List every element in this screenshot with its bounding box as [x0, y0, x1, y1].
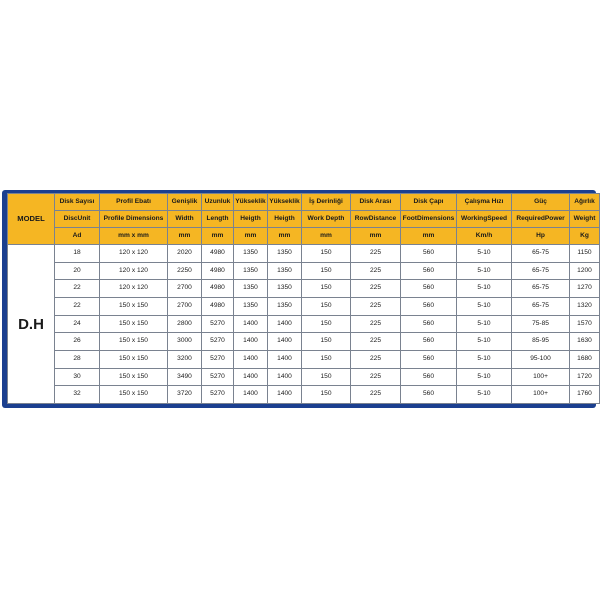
header-cell: mm	[234, 228, 268, 245]
header-cell: Disk Çapı	[401, 194, 457, 211]
table-cell: 4980	[202, 280, 234, 298]
header-cell: Heigth	[234, 211, 268, 228]
header-cell: mm	[302, 228, 351, 245]
table-cell: 22	[55, 298, 100, 316]
table-cell: 18	[55, 245, 100, 263]
table-cell: 5270	[202, 368, 234, 386]
table-cell: 5-10	[457, 280, 512, 298]
header-cell: Uzunluk	[202, 194, 234, 211]
table-cell: 1400	[234, 368, 268, 386]
table-cell: 150 x 150	[100, 333, 168, 351]
table-cell: 150	[302, 368, 351, 386]
table-cell: 5-10	[457, 368, 512, 386]
table-cell: 150	[302, 386, 351, 404]
table-cell: 1150	[570, 245, 600, 263]
header-cell: mm	[268, 228, 302, 245]
header-cell: Profile Dimensions	[100, 211, 168, 228]
table-cell: 150 x 150	[100, 350, 168, 368]
table-cell: 150	[302, 262, 351, 280]
table-cell: 120 x 120	[100, 280, 168, 298]
header-row-en	[8, 211, 600, 228]
header-cell: WorkingSpeed	[457, 211, 512, 228]
table-cell: 85-95	[512, 333, 570, 351]
table-cell: 150	[302, 298, 351, 316]
table-cell: 30	[55, 368, 100, 386]
header-cell: Km/h	[457, 228, 512, 245]
table-cell: 225	[351, 280, 401, 298]
spec-table-frame	[2, 190, 596, 408]
table-cell: 225	[351, 298, 401, 316]
table-cell: 3200	[168, 350, 202, 368]
table-cell: 5-10	[457, 315, 512, 333]
table-row	[8, 262, 600, 280]
table-cell: 150 x 150	[100, 386, 168, 404]
table-row	[8, 333, 600, 351]
table-cell: 1400	[268, 368, 302, 386]
header-cell: mm	[168, 228, 202, 245]
table-cell: 5-10	[457, 262, 512, 280]
table-cell: 65-75	[512, 298, 570, 316]
table-cell: 1400	[268, 350, 302, 368]
model-value: D.H	[8, 245, 55, 404]
table-cell: 225	[351, 386, 401, 404]
table-row	[8, 298, 600, 316]
table-cell: 5270	[202, 386, 234, 404]
table-cell: 5270	[202, 333, 234, 351]
table-cell: 150 x 150	[100, 298, 168, 316]
table-cell: 1400	[234, 333, 268, 351]
table-cell: 1400	[234, 315, 268, 333]
table-cell: 1200	[570, 262, 600, 280]
header-cell: Ad	[55, 228, 100, 245]
table-cell: 65-75	[512, 262, 570, 280]
header-cell: Çalışma Hızı	[457, 194, 512, 211]
table-cell: 5-10	[457, 298, 512, 316]
table-cell: 3720	[168, 386, 202, 404]
header-cell: Yükseklik	[234, 194, 268, 211]
table-cell: 225	[351, 333, 401, 351]
header-cell: FootDimensions	[401, 211, 457, 228]
table-cell: 150 x 150	[100, 315, 168, 333]
table-cell: 100+	[512, 368, 570, 386]
header-cell: Heigth	[268, 211, 302, 228]
table-row	[8, 350, 600, 368]
table-cell: 1320	[570, 298, 600, 316]
table-cell: 560	[401, 368, 457, 386]
header-cell: Weight	[570, 211, 600, 228]
model-header: MODEL	[8, 194, 55, 245]
table-cell: 5-10	[457, 350, 512, 368]
table-cell: 2800	[168, 315, 202, 333]
table-cell: 150	[302, 333, 351, 351]
table-cell: 5-10	[457, 333, 512, 351]
table-cell: 22	[55, 280, 100, 298]
table-row	[8, 280, 600, 298]
table-cell: 20	[55, 262, 100, 280]
table-cell: 1350	[268, 280, 302, 298]
table-cell: 24	[55, 315, 100, 333]
table-cell: 225	[351, 315, 401, 333]
header-cell: Ağırlık	[570, 194, 600, 211]
header-cell: Length	[202, 211, 234, 228]
table-row	[8, 368, 600, 386]
header-cell: RequiredPower	[512, 211, 570, 228]
table-cell: 225	[351, 350, 401, 368]
spec-table	[7, 193, 600, 404]
table-cell: 560	[401, 333, 457, 351]
header-cell: Kg	[570, 228, 600, 245]
table-cell: 1350	[234, 262, 268, 280]
table-cell: 1400	[268, 333, 302, 351]
table-cell: 95-100	[512, 350, 570, 368]
header-cell: Width	[168, 211, 202, 228]
table-cell: 32	[55, 386, 100, 404]
table-cell: 1400	[268, 315, 302, 333]
table-cell: 5270	[202, 350, 234, 368]
table-cell: 1570	[570, 315, 600, 333]
header-cell: mm	[401, 228, 457, 245]
header-cell: RowDistance	[351, 211, 401, 228]
table-cell: 5-10	[457, 245, 512, 263]
table-cell: 560	[401, 386, 457, 404]
table-cell: 225	[351, 245, 401, 263]
table-cell: 28	[55, 350, 100, 368]
table-cell: 150	[302, 350, 351, 368]
table-cell: 150	[302, 280, 351, 298]
table-cell: 2700	[168, 298, 202, 316]
table-row	[8, 315, 600, 333]
table-cell: 560	[401, 245, 457, 263]
header-cell: Genişlik	[168, 194, 202, 211]
table-cell: 1720	[570, 368, 600, 386]
table-cell: 1680	[570, 350, 600, 368]
header-cell: Yükseklik	[268, 194, 302, 211]
table-cell: 1400	[268, 386, 302, 404]
table-cell: 5-10	[457, 386, 512, 404]
table-cell: 3000	[168, 333, 202, 351]
table-cell: 225	[351, 262, 401, 280]
table-cell: 1400	[234, 350, 268, 368]
table-cell: 560	[401, 262, 457, 280]
header-cell: Disk Sayısı	[55, 194, 100, 211]
table-cell: 150	[302, 245, 351, 263]
table-cell: 5270	[202, 315, 234, 333]
table-cell: 3490	[168, 368, 202, 386]
table-cell: 2020	[168, 245, 202, 263]
table-cell: 65-75	[512, 280, 570, 298]
table-cell: 4980	[202, 245, 234, 263]
table-cell: 1270	[570, 280, 600, 298]
table-cell: 100+	[512, 386, 570, 404]
table-cell: 26	[55, 333, 100, 351]
table-cell: 1350	[268, 262, 302, 280]
table-cell: 2250	[168, 262, 202, 280]
table-cell: 150	[302, 315, 351, 333]
table-cell: 1350	[234, 298, 268, 316]
table-cell: 560	[401, 298, 457, 316]
header-cell: İş Derinliği	[302, 194, 351, 211]
header-cell: mm	[202, 228, 234, 245]
table-cell: 225	[351, 368, 401, 386]
header-cell: Hp	[512, 228, 570, 245]
table-cell: 560	[401, 350, 457, 368]
table-cell: 1760	[570, 386, 600, 404]
header-cell: DiscUnit	[55, 211, 100, 228]
table-cell: 2700	[168, 280, 202, 298]
table-cell: 150 x 150	[100, 368, 168, 386]
table-cell: 120 x 120	[100, 262, 168, 280]
table-cell: 1350	[268, 298, 302, 316]
table-cell: 1350	[234, 280, 268, 298]
header-cell: mm	[351, 228, 401, 245]
header-cell: Work Depth	[302, 211, 351, 228]
header-cell: Disk Arası	[351, 194, 401, 211]
header-row-unit	[8, 228, 600, 245]
table-cell: 4980	[202, 262, 234, 280]
header-row-tr	[8, 194, 600, 211]
table-cell: 120 x 120	[100, 245, 168, 263]
table-cell: 560	[401, 315, 457, 333]
header-cell: mm x mm	[100, 228, 168, 245]
header-cell: Güç	[512, 194, 570, 211]
header-cell: Profil Ebatı	[100, 194, 168, 211]
table-cell: 1350	[268, 245, 302, 263]
table-cell: 560	[401, 280, 457, 298]
table-cell: 4980	[202, 298, 234, 316]
table-cell: 65-75	[512, 245, 570, 263]
table-cell: 1400	[234, 386, 268, 404]
table-cell: 1630	[570, 333, 600, 351]
table-row	[8, 386, 600, 404]
table-row	[8, 245, 600, 263]
table-cell: 75-85	[512, 315, 570, 333]
table-cell: 1350	[234, 245, 268, 263]
